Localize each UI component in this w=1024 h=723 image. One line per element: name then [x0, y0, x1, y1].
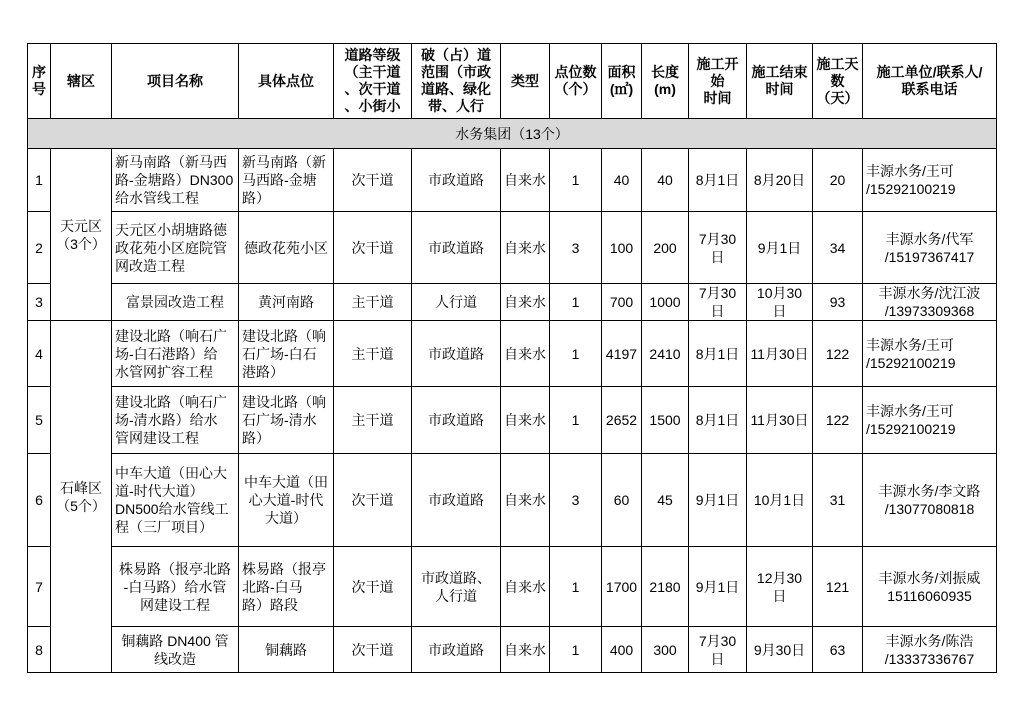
cell-start: 9月1日 [689, 454, 747, 547]
cell-contractor: 丰源水务/代军 /15197367417 [863, 212, 997, 284]
cell-seq: 7 [28, 547, 51, 627]
cell-road-level: 次干道 [334, 149, 412, 212]
cell-road-level: 次干道 [334, 212, 412, 284]
cell-contractor: 丰源水务/王可 /15292100219 [863, 387, 997, 454]
cell-location: 德政花苑小区 [239, 212, 334, 284]
cell-location: 建设北路（响 石广场-白石 港路） [239, 321, 334, 387]
cell-area: 2652 [602, 387, 642, 454]
cell-points: 3 [550, 212, 602, 284]
cell-days: 20 [813, 149, 863, 212]
cell-points: 1 [550, 149, 602, 212]
cell-project: 富景园改造工程 [112, 284, 239, 321]
cell-contractor: 丰源水务/王可 /15292100219 [863, 149, 997, 212]
cell-start: 8月1日 [689, 321, 747, 387]
cell-scope: 市政道路 [412, 212, 501, 284]
table-row [28, 387, 997, 454]
header-seq: 序 号 [28, 44, 51, 119]
cell-length: 45 [642, 454, 689, 547]
cell-district: 天元区 （3个） [51, 149, 112, 321]
header-district: 辖区 [51, 44, 112, 119]
cell-scope: 市政道路、 人行道 [412, 547, 501, 627]
cell-scope: 市政道路 [412, 321, 501, 387]
cell-length: 2410 [642, 321, 689, 387]
header-area: 面积 (㎡) [602, 44, 642, 119]
cell-type: 自来水 [501, 627, 550, 673]
cell-area: 60 [602, 454, 642, 547]
cell-length: 1500 [642, 387, 689, 454]
header-road-level: 道路等级 （主干道 、次干道 、小街小 [334, 44, 412, 119]
cell-type: 自来水 [501, 284, 550, 321]
cell-length: 200 [642, 212, 689, 284]
header-days: 施工天 数 （天） [813, 44, 863, 119]
cell-type: 自来水 [501, 547, 550, 627]
cell-length: 2180 [642, 547, 689, 627]
cell-contractor: 丰源水务/王可 /15292100219 [863, 321, 997, 387]
table-row [28, 627, 997, 673]
header-location: 具体点位 [239, 44, 334, 119]
cell-start: 8月1日 [689, 149, 747, 212]
cell-area: 700 [602, 284, 642, 321]
cell-scope: 人行道 [412, 284, 501, 321]
cell-scope: 市政道路 [412, 387, 501, 454]
cell-type: 自来水 [501, 454, 550, 547]
cell-scope: 市政道路 [412, 627, 501, 673]
cell-end: 11月30日 [747, 321, 813, 387]
table-row [28, 321, 997, 387]
cell-points: 3 [550, 454, 602, 547]
header-start: 施工开 始 时间 [689, 44, 747, 119]
cell-points: 1 [550, 387, 602, 454]
cell-scope: 市政道路 [412, 149, 501, 212]
cell-days: 122 [813, 387, 863, 454]
construction-schedule-table [27, 43, 997, 673]
cell-project: 中车大道（田心大 道-时代大道） DN500给水管线工 程（三厂项目） [112, 454, 239, 547]
cell-days: 93 [813, 284, 863, 321]
cell-days: 121 [813, 547, 863, 627]
header-project: 项目名称 [112, 44, 239, 119]
cell-length: 300 [642, 627, 689, 673]
cell-road-level: 主干道 [334, 321, 412, 387]
table-row [28, 547, 997, 627]
cell-points: 1 [550, 627, 602, 673]
cell-type: 自来水 [501, 321, 550, 387]
header-end: 施工结束 时间 [747, 44, 813, 119]
cell-type: 自来水 [501, 387, 550, 454]
table-body [28, 119, 997, 673]
cell-road-level: 次干道 [334, 454, 412, 547]
cell-seq: 5 [28, 387, 51, 454]
cell-end: 9月1日 [747, 212, 813, 284]
cell-start: 7月30日 [689, 212, 747, 284]
cell-type: 自来水 [501, 212, 550, 284]
cell-end: 9月30日 [747, 627, 813, 673]
cell-end: 12月30日 [747, 547, 813, 627]
cell-seq: 1 [28, 149, 51, 212]
cell-project: 建设北路（响石广 场-清水路）给水 管网建设工程 [112, 387, 239, 454]
cell-scope: 市政道路 [412, 454, 501, 547]
table-row [28, 149, 997, 212]
cell-start: 7月30日 [689, 284, 747, 321]
cell-area: 4197 [602, 321, 642, 387]
cell-project: 建设北路（响石广 场-白石港路）给 水管网扩容工程 [112, 321, 239, 387]
cell-area: 100 [602, 212, 642, 284]
cell-end: 8月20日 [747, 149, 813, 212]
cell-road-level: 主干道 [334, 284, 412, 321]
cell-contractor: 丰源水务/李文路 /13077080818 [863, 454, 997, 547]
header-contractor: 施工单位/联系人/ 联系电话 [863, 44, 997, 119]
cell-location: 中车大道（田 心大道-时代 大道） [239, 454, 334, 547]
cell-points: 1 [550, 547, 602, 627]
cell-days: 122 [813, 321, 863, 387]
cell-seq: 2 [28, 212, 51, 284]
cell-days: 63 [813, 627, 863, 673]
cell-seq: 8 [28, 627, 51, 673]
cell-contractor: 丰源水务/陈浩 /13337336767 [863, 627, 997, 673]
header-length: 长度 (m) [642, 44, 689, 119]
table-row [28, 454, 997, 547]
cell-area: 400 [602, 627, 642, 673]
section-title: 水务集团（13个） [28, 119, 997, 149]
cell-type: 自来水 [501, 149, 550, 212]
cell-points: 1 [550, 321, 602, 387]
cell-length: 40 [642, 149, 689, 212]
cell-location: 铜藕路 [239, 627, 334, 673]
cell-end: 11月30日 [747, 387, 813, 454]
cell-start: 8月1日 [689, 387, 747, 454]
cell-days: 34 [813, 212, 863, 284]
cell-contractor: 丰源水务/刘振威 15116060935 [863, 547, 997, 627]
header-scope: 破（占）道 范围（市政 道路、绿化 带、人行 [412, 44, 501, 119]
cell-road-level: 主干道 [334, 387, 412, 454]
section-row [28, 119, 997, 149]
cell-area: 40 [602, 149, 642, 212]
cell-points: 1 [550, 284, 602, 321]
header-type: 类型 [501, 44, 550, 119]
cell-length: 1000 [642, 284, 689, 321]
cell-seq: 4 [28, 321, 51, 387]
cell-days: 31 [813, 454, 863, 547]
cell-location: 新马南路（新 马西路-金塘 路） [239, 149, 334, 212]
cell-end: 10月1日 [747, 454, 813, 547]
cell-road-level: 次干道 [334, 547, 412, 627]
cell-project: 新马南路（新马西 路-金塘路）DN300 给水管线工程 [112, 149, 239, 212]
cell-contractor: 丰源水务/沈江波 /13973309368 [863, 284, 997, 321]
cell-location: 黄河南路 [239, 284, 334, 321]
cell-seq: 3 [28, 284, 51, 321]
header-row [28, 44, 997, 119]
cell-location: 株易路（报亭 北路-白马 路）路段 [239, 547, 334, 627]
cell-road-level: 次干道 [334, 627, 412, 673]
cell-seq: 6 [28, 454, 51, 547]
cell-district: 石峰区 （5个） [51, 321, 112, 673]
cell-project: 天元区小胡塘路德 政花苑小区庭院管 网改造工程 [112, 212, 239, 284]
cell-end: 10月30日 [747, 284, 813, 321]
cell-location: 建设北路（响 石广场-清水 路） [239, 387, 334, 454]
cell-start: 9月1日 [689, 547, 747, 627]
cell-area: 1700 [602, 547, 642, 627]
cell-start: 7月30日 [689, 627, 747, 673]
table-row [28, 284, 997, 321]
header-points: 点位数 （个） [550, 44, 602, 119]
cell-project: 株易路（报亭北路 -白马路）给水管 网建设工程 [112, 547, 239, 627]
table-row [28, 212, 997, 284]
cell-project: 铜藕路 DN400 管 线改造 [112, 627, 239, 673]
